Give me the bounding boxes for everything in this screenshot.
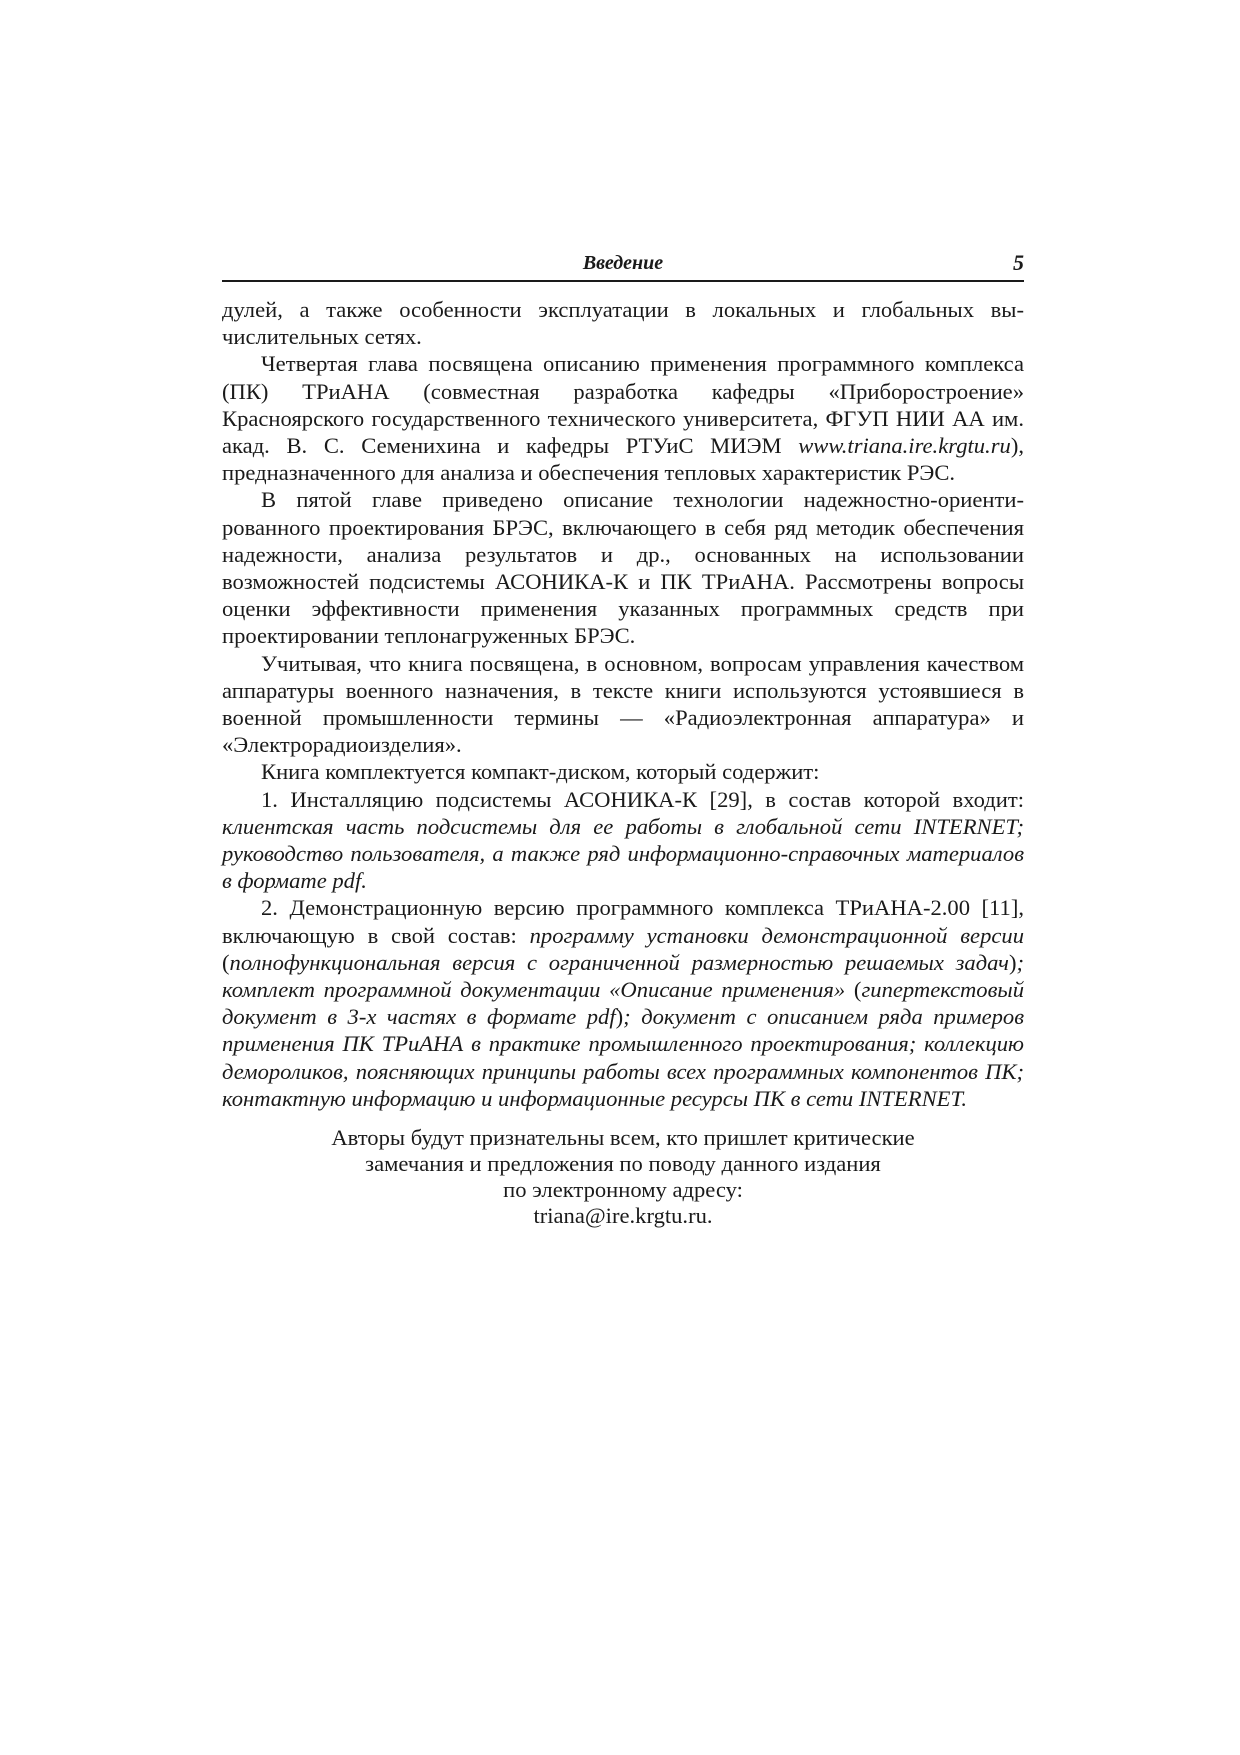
closing-line: Авторы будут признательны всем, кто пришлет критические xyxy=(331,1125,915,1151)
paragraph-chapter-four: Четвертая глава посвящена описанию применения программного комплекса (ПК) ТРиАНА (совместная разработка кафедры «Приборостроение» Красноярского государственного технического университета, ФГУП НИИ АА им. акад. В. С. Семенихина и кафедры РТУиС МИЭМ www.triana.ire.krgtu.ru), предназначенного для анализа и обеспечения тепловых характеристик РЭС. xyxy=(222,351,1024,486)
closing-note xyxy=(222,1125,1024,1229)
paragraph-cd-intro: Книга комплектуется компакт-диском, который содержит: xyxy=(261,759,820,785)
closing-line: замечания и предложения по поводу данного издания xyxy=(365,1151,881,1177)
closing-line: по электронному адресу: xyxy=(503,1177,743,1203)
chapter-title: Введение xyxy=(582,252,664,274)
paragraph-terminology: Учитывая, что книга посвящена, в основном, вопросам управления качеством аппаратуры военного назначения, в тексте книги используются устоявшиеся в военной промышленности термины — «Радиоэлектронная аппаратура» и «Электрорадиоизделия». xyxy=(222,650,1024,758)
paragraph-chapter-five: В пятой главе приведено описание технологии надежностно-ориентированного проектирования БРЭС, включающего в себя ряд методик обеспечения надежности, анализа результатов и др., основанных на использовании возможностей подсистемы АСОНИКА-К и ПК ТРиАНА. Рассмотрены вопросы оценки эффективности применения указанных программных средств при проектировании теплонагруженных БРЭС. xyxy=(222,487,1024,649)
contact-email: triana@ire.krgtu.ru. xyxy=(533,1203,713,1229)
paragraph-continuation: дулей, а также особенности эксплуатации в локальных и глобальных вычислительных сетях. xyxy=(222,297,1024,350)
list-item-asonika: 1. Инсталляцию подсистемы АСОНИКА-К [29], в состав которой входит: клиентская часть подсистемы для ее работы в глобальной сети INTERNET; руководство пользователя, а также ряд информационно-справочных материалов в формате pdf. xyxy=(222,786,1024,894)
website-url: www.triana.ire.krgtu.ru xyxy=(798,433,1011,459)
book-page xyxy=(222,250,1024,1229)
list-item-triana-demo: 2. Демонстрационную версию программного комплекса ТРиАНА-2.00 [11], включающую в свой состав: программу установки демонстрационной версии (полнофункциональная версия с ограниченной размерностью решаемых задач); комплект программной документации «Описание применения» (гипертекстовый документ в 3-х частях в формате pdf); документ с описанием ряда примеров применения ПК ТРиАНА в практике промышленного проектирования; коллекцию демороликов, поясняющих принципы работы всех программных компонентов ПК; контактную информацию и информационные ресурсы ПК в сети INTERNET. xyxy=(222,895,1024,1111)
page-number: 5 xyxy=(1013,250,1024,275)
running-header xyxy=(222,250,1024,282)
body-text xyxy=(222,296,1024,1112)
